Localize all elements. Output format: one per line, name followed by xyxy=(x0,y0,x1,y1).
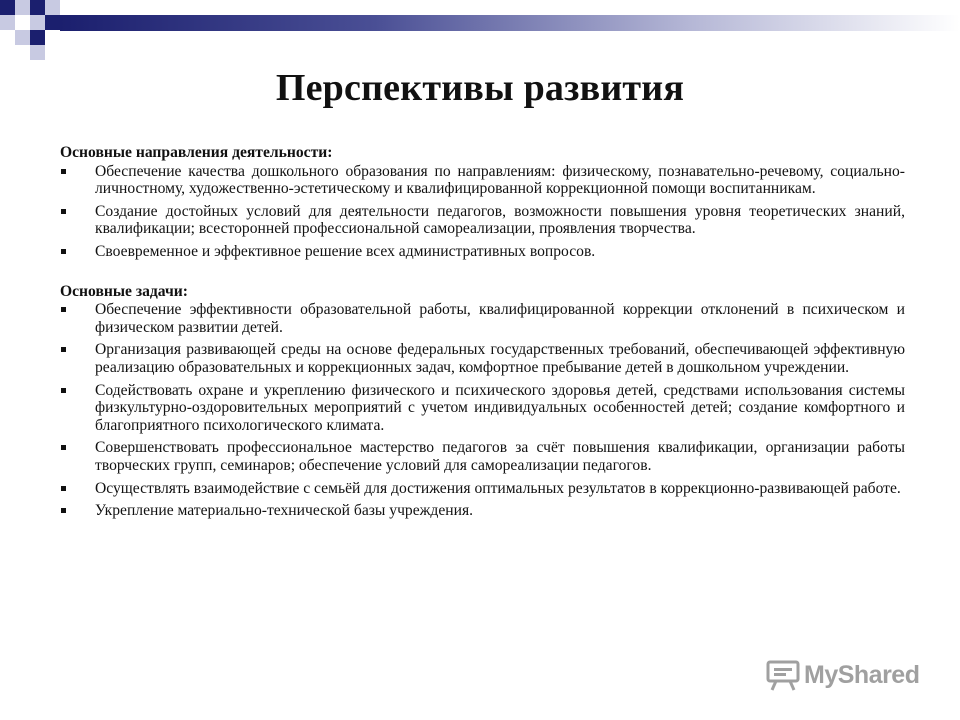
list-item xyxy=(60,163,905,198)
slide-title: Перспективы развития xyxy=(275,67,685,109)
list-item-text: Обеспечение качества дошкольного образования по направлениям: физическому, познавательно-речевому, социально-личностному, художественно-эстетическому и квалифицированной коррекционной помощи воспитанникам. xyxy=(95,162,905,198)
list-item xyxy=(60,203,905,238)
list-item xyxy=(60,502,905,520)
list-item-text: Создание достойных условий для деятельности педагогов, возможности повышения уровня теоретических знаний, квалификации; всесторонней профессиональной самореализации, проявления творчества. xyxy=(95,202,905,238)
square-bullet-icon xyxy=(61,307,66,312)
list-item-text: Обеспечение эффективности образовательной работы, квалифицированной коррекции отклонений в психическом и физическом развитии детей. xyxy=(95,301,905,336)
decor-square xyxy=(15,30,30,45)
directions-list xyxy=(60,163,905,261)
list-item xyxy=(60,382,905,435)
list-item-text: Совершенствовать профессиональное мастерство педагогов за счёт повышения квалификации, организации работы творческих групп, семинаров; обеспечение условий для самореализации педагогов. xyxy=(95,439,905,474)
decor-square xyxy=(30,45,45,60)
square-bullet-icon xyxy=(61,249,66,254)
square-bullet-icon xyxy=(61,347,66,352)
decor-square xyxy=(0,15,15,30)
list-item xyxy=(60,439,905,474)
section-spacer xyxy=(60,266,905,283)
presentation-board-icon xyxy=(766,659,800,691)
square-bullet-icon xyxy=(61,209,66,214)
list-item-text: Своевременное и эффективное решение всех административных вопросов. xyxy=(95,242,596,260)
square-bullet-icon xyxy=(61,445,66,450)
list-item-text: Осуществлять взаимодействие с семьёй для достижения оптимальных результатов в коррекционно-развивающей работе. xyxy=(95,479,901,497)
tasks-heading: Основные задачи: xyxy=(60,282,188,300)
tasks-list xyxy=(60,301,905,520)
header-decoration xyxy=(0,0,960,60)
myshared-watermark[interactable] xyxy=(766,658,919,692)
list-item xyxy=(60,480,905,498)
list-item xyxy=(60,243,905,261)
list-item-text: Укрепление материально-технической базы учреждения. xyxy=(95,502,474,520)
decor-square xyxy=(30,30,45,45)
square-bullet-icon xyxy=(61,508,66,513)
list-item xyxy=(60,341,905,376)
square-bullet-icon xyxy=(61,486,66,491)
square-bullet-icon xyxy=(61,388,66,393)
slide-content xyxy=(60,144,905,525)
directions-heading: Основные направления деятельности: xyxy=(60,144,333,161)
decor-square xyxy=(30,15,45,30)
decor-square xyxy=(45,15,60,30)
decor-square xyxy=(15,0,30,15)
square-bullet-icon xyxy=(61,169,66,174)
header-gradient-bar xyxy=(60,15,960,31)
decor-square xyxy=(45,0,60,15)
list-item xyxy=(60,301,905,336)
watermark-text: MyShared xyxy=(804,660,920,689)
decor-square xyxy=(30,0,45,15)
decor-square xyxy=(15,15,30,30)
list-item-text: Содействовать охране и укреплению физического и психического здоровья детей, средствами использования системы физкультурно-оздоровительных мероприятий с учетом индивидуальных особенностей детей; создание комфортного и благоприятного психологического климата. xyxy=(95,381,905,434)
list-item-text: Организация развивающей среды на основе федеральных государственных требований, обеспечивающей эффективную реализацию образовательных и коррекционных задач, комфортное пребывание детей в дошкольном учреждении. xyxy=(95,341,905,376)
decor-square xyxy=(0,0,15,15)
